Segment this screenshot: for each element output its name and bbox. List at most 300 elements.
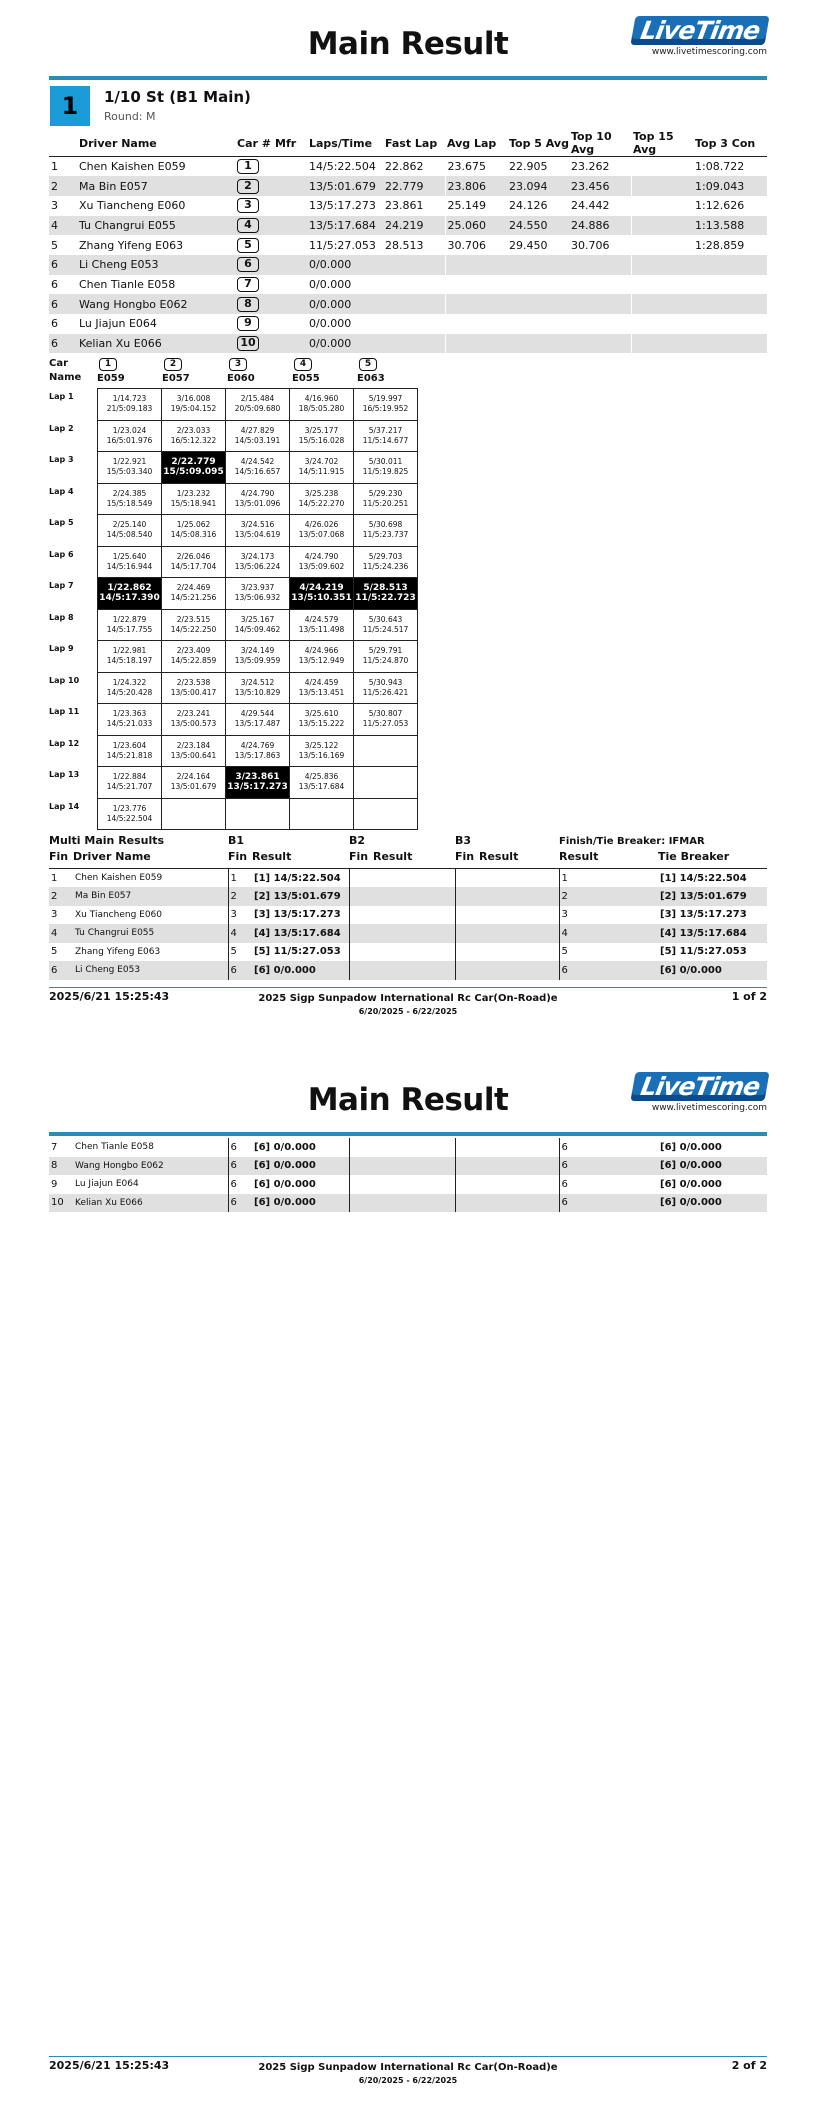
lap-label: Lap 5 [49,518,74,527]
tiebreaker-cell: [4] 13/5:17.684 [658,924,767,943]
result-cell: 6 [559,1194,658,1213]
pos-cell: 3 [51,199,58,213]
col-header: Mfr [273,130,307,157]
lap-cell [226,578,290,610]
lap-label: Lap 11 [49,707,80,716]
car-label: Car [49,358,69,369]
tiebreaker-cell: [5] 11/5:27.053 [660,946,747,958]
page-2 [0,1056,816,2112]
b3-cell [455,906,559,925]
result-col-header: Result [559,850,599,863]
b2-fin-header: Fin [349,850,369,863]
b1-result-cell: [6] 0/0.000 [254,1141,316,1153]
driver-cell: Wang Hongbo E062 [77,294,235,314]
pos-cell: 4 [49,216,77,236]
logo-url: www.livetimescoring.com [651,47,767,57]
fast-cell: 24.219 [383,216,445,236]
car-number-badge: 5 [359,358,377,371]
lap-cell [354,704,418,736]
b3-cell [455,1194,559,1213]
fast-cell [383,255,445,275]
lap-cell [162,546,226,578]
lap-cell [290,452,354,484]
multi-main-row [49,887,767,906]
lap-cell [290,420,354,452]
t10-cell: 23.262 [571,160,610,174]
lap-cumulative: 14/5:22.250 [170,624,217,634]
lap-car-header [162,358,226,384]
lap-car-header [357,358,421,384]
tiebreaker-cell: [3] 13/5:17.273 [660,909,747,921]
result-cell: 6 [559,1138,658,1157]
car-number-badge: 7 [237,277,259,292]
t3-cell: 1:08.722 [695,160,745,174]
lap-cell [162,672,226,704]
lap-cumulative: 14/5:21.707 [106,782,153,792]
car-cell [235,334,273,354]
lap-cell [98,546,162,578]
lap-cell [98,389,162,421]
col-header: Top 10 Avg [569,130,631,157]
car-cell [235,157,273,177]
tiebreaker-cell: [6] 0/0.000 [658,961,767,980]
lap-time: 2/24.385 [112,488,147,498]
lap-cumulative: 14/5:18.197 [106,656,153,666]
b2-cell [349,1157,455,1176]
b1-result-cell: [6] 0/0.000 [252,1194,349,1213]
col-header: Car # [235,130,273,157]
lap-cell [98,735,162,767]
t5-cell: 24.550 [507,216,569,236]
lap-row [98,452,418,484]
lap-time: 5/29.230 [368,488,403,498]
lap-time: 4/26.026 [304,520,339,530]
multi-main-row [49,869,767,888]
lap-cumulative: 13/5:15.222 [298,719,345,729]
lap-label: Lap 14 [49,801,80,811]
lap-label: Lap 2 [49,423,74,433]
lap-cell [226,389,290,421]
lap-cell [354,672,418,704]
name-label: Name [49,372,82,383]
footer-timestamp: 2025/6/21 15:25:43 [49,990,170,1003]
lap-cell [162,515,226,547]
results-table [49,130,767,353]
lap-car-header [292,358,356,384]
laps-cell: 13/5:17.273 [309,199,376,213]
driver-cell: Tu Changrui E055 [77,216,235,236]
lap-cell [226,420,290,452]
b3-cell [455,924,559,943]
t15-cell [631,157,693,177]
b3-cell [455,961,559,980]
lap-cell [290,798,354,830]
lap-row [98,389,418,421]
driver-cell: Wang Hongbo E062 [73,1157,228,1176]
lap-time: 2/23.184 [176,740,211,750]
lap-cumulative: 15/5:16.028 [298,435,345,445]
lap-time: 1/23.232 [176,488,211,498]
lap-cell [162,483,226,515]
lap-cell [290,767,354,799]
lap-cell [162,798,226,830]
multi-main-row [49,1157,767,1176]
logo-url: www.livetimescoring.com [651,1103,767,1113]
class-number-badge: 1 [50,86,90,126]
car-name: E060 [227,373,255,384]
lap-row [98,483,418,515]
b2-cell [349,906,455,925]
lap-time: 5/30.698 [368,520,403,530]
lap-time: 1/22.981 [112,646,147,656]
lap-time: 4/27.829 [240,425,275,435]
lap-time: 1/22.862 [107,583,152,594]
driver-cell: Kelian Xu E066 [77,334,235,354]
lap-cumulative: 15/5:03.340 [106,467,153,477]
tiebreaker-cell: [6] 0/0.000 [658,1194,767,1213]
fin-cell: 3 [51,909,58,921]
mfr-cell [273,255,307,275]
multi-main-row [49,906,767,925]
car-name: E063 [357,373,385,384]
driver-cell: Tu Changrui E055 [73,924,228,943]
pos-cell: 1 [51,160,58,174]
result-cell: 2 [559,887,658,906]
lap-cell [354,389,418,421]
car-number-badge: 10 [237,336,259,351]
multi-main-row [49,1175,767,1194]
table-row [49,255,767,275]
driver-cell: Xu Tiancheng E060 [79,199,186,213]
tiebreaker-title: Finish/Tie Breaker: IFMAR [559,836,705,847]
lap-cumulative: 14/5:17.704 [170,561,217,571]
laps-cell: 13/5:17.684 [307,216,383,236]
t10-cell [569,255,631,275]
fast-cell [383,334,445,354]
lap-cell [162,609,226,641]
lap-time: 4/24.769 [240,740,275,750]
car-number-badge: 1 [99,358,117,371]
lap-cumulative: 14/5:08.540 [106,530,153,540]
table-row [49,176,767,196]
mfr-cell [273,157,307,177]
lap-cumulative: 14/5:21.818 [106,750,153,760]
avg-cell: 25.060 [445,216,507,236]
lap-time: 5/29.703 [368,551,403,561]
lap-cell [162,578,226,610]
lap-cumulative: 16/5:01.976 [106,435,153,445]
lap-cell [226,704,290,736]
pos-cell: 2 [49,176,77,196]
multi-main-row [49,924,767,943]
lap-cell [98,420,162,452]
lap-cumulative: 13/5:00.641 [170,750,217,760]
t15-cell [631,334,693,354]
lap-cell [354,546,418,578]
lap-cumulative: 18/5:05.280 [298,404,345,414]
t3-cell [693,275,767,295]
car-number-badge: 1 [237,159,259,174]
tiebreaker-cell: [6] 0/0.000 [658,1157,767,1176]
lap-cumulative: 14/5:16.657 [234,467,281,477]
lap-cell [98,798,162,830]
lap-cell [354,767,418,799]
footer-timestamp: 2025/6/21 15:25:43 [49,2059,170,2072]
table-row [49,216,767,236]
mfr-cell [273,314,307,334]
car-number-badge: 2 [237,179,259,194]
lap-time: 4/24.542 [240,457,275,467]
fin-cell: 6 [49,961,73,980]
t5-cell: 22.905 [509,160,548,174]
t15-cell [631,275,693,295]
avg-cell [445,275,507,295]
page-header [49,14,767,78]
driver-cell: Xu Tiancheng E060 [75,909,163,920]
car-number-badge: 4 [294,358,312,371]
class-name: 1/10 St (B1 Main) [104,88,251,106]
lap-time: 3/25.167 [240,614,275,624]
lap-time: 3/24.173 [240,551,275,561]
b1-fin-cell: 1 [228,869,252,888]
lap-time: 4/29.544 [240,709,275,719]
lap-time: 3/24.149 [240,646,275,656]
driver-cell: Lu Jiajun E064 [75,1179,139,1190]
fast-cell [383,275,445,295]
lap-cell [226,767,290,799]
multi-main-row [49,943,767,962]
lap-time: 2/23.538 [176,677,211,687]
lap-cumulative: 13/5:17.863 [234,750,281,760]
b2-cell [349,869,455,888]
b1-fin-header: Fin [228,850,248,863]
lap-cumulative: 13/5:17.487 [234,719,281,729]
tiebreaker-cell: [2] 13/5:01.679 [658,887,767,906]
avg-cell [445,334,507,354]
table-row [49,235,767,255]
b3-result-header: Result [479,850,519,863]
class-round: Round: M [104,110,156,123]
lap-cumulative: 14/5:03.191 [234,435,281,445]
t5-cell: 24.126 [509,199,548,213]
car-cell [235,176,273,196]
page-header [49,1070,767,1134]
multi-main-row [49,961,767,980]
b1-result-cell: [6] 0/0.000 [252,1157,349,1176]
lap-cell [226,452,290,484]
fin-cell: 1 [51,872,58,884]
driver-cell: Ma Bin E057 [77,176,235,196]
tiebreaker-col-header: Tie Breaker [658,850,730,863]
lap-time: 5/37.217 [368,425,403,435]
lap-row [98,546,418,578]
t15-cell [631,196,693,216]
lap-cell [354,609,418,641]
t3-cell: 1:12.626 [695,199,745,213]
multi-main-header [49,834,767,866]
car-cell [235,314,273,334]
lap-cumulative: 15/5:18.549 [106,498,153,508]
lap-time: 5/28.513 [363,583,408,594]
lap-cumulative: 15/5:09.095 [163,467,224,478]
col-header: Avg Lap [445,130,507,157]
lap-time: 1/23.363 [112,709,147,719]
logo-mark: LiveTime [630,1072,770,1101]
b2-cell [349,1194,455,1213]
lap-cumulative: 13/5:00.573 [170,719,217,729]
mfr-cell [273,334,307,354]
lap-cumulative: 13/5:16.169 [298,750,345,760]
fin-cell: 10 [49,1194,73,1213]
lap-cell [98,578,162,610]
avg-cell: 25.149 [445,196,507,216]
lap-time: 4/24.790 [240,488,275,498]
lap-cumulative: 13/5:00.417 [170,687,217,697]
lap-time: 1/23.604 [112,740,147,750]
lap-cell [354,735,418,767]
footer-rule [49,987,767,988]
footer-rule [49,2056,767,2057]
lap-cumulative: 11/5:22.723 [355,593,416,604]
b2-cell [349,924,455,943]
lap-label: Lap 7 [49,581,74,590]
footer-dates: 6/20/2025 - 6/22/2025 [358,2076,458,2085]
lap-cell [226,641,290,673]
lap-row [98,420,418,452]
page-footer [49,990,767,1020]
lap-cell [162,735,226,767]
mfr-cell [273,294,307,314]
lap-cell [162,704,226,736]
b3-cell [455,943,559,962]
page-title: Main Result [307,1082,509,1118]
driver-cell: Lu Jiajun E064 [79,317,157,331]
lap-cell [98,515,162,547]
table-row [49,334,767,354]
lap-time: 5/19.997 [368,394,403,404]
lap-cumulative: 13/5:13.451 [298,687,345,697]
lap-cumulative: 13/5:17.684 [298,782,345,792]
lap-cell [98,704,162,736]
lap-cell [226,483,290,515]
b2-cell [349,887,455,906]
lap-row [98,515,418,547]
lap-cumulative: 14/5:22.504 [106,813,153,823]
t3-cell: 1:13.588 [693,216,767,236]
t10-cell [569,275,631,295]
page-footer [49,2059,767,2089]
b1-fin-cell: 6 [228,1138,252,1157]
lap-time: 5/30.943 [368,677,403,687]
b1-result-cell: [3] 13/5:17.273 [254,909,341,921]
pos-cell: 6 [51,277,58,291]
result-cell: 6 [559,961,658,980]
laps-cell: 14/5:22.504 [309,160,376,174]
lap-cumulative: 13/5:10.351 [291,593,352,604]
table-row [49,275,767,295]
lap-cumulative: 13/5:07.068 [298,530,345,540]
lap-cell [162,641,226,673]
lap-time: 2/24.164 [176,772,211,782]
lap-cumulative: 11/5:24.517 [362,624,409,634]
car-number-badge: 3 [229,358,247,371]
lap-cumulative: 15/5:18.941 [170,498,217,508]
fin-cell: 8 [49,1157,73,1176]
lap-cumulative: 13/5:06.932 [234,593,281,603]
driver-cell: Zhang Yifeng E063 [75,946,161,957]
car-cell [235,275,273,295]
t3-cell [693,255,767,275]
col-header: Top 3 Con [693,130,767,157]
lap-cumulative: 21/5:09.183 [106,404,153,414]
lap-cell [162,767,226,799]
lap-cumulative: 11/5:24.236 [362,561,409,571]
multi-main-table [49,868,767,980]
lap-time: 2/23.409 [176,646,211,656]
b3-cell [455,1157,559,1176]
lap-cell [290,483,354,515]
lap-cell [98,483,162,515]
table-row [49,157,767,177]
lap-time: 2/15.484 [240,394,275,404]
fast-cell: 23.861 [385,199,424,213]
t10-cell [569,334,631,354]
lap-cell [162,452,226,484]
lap-cell [98,452,162,484]
lap-cumulative: 13/5:11.498 [298,624,345,634]
tiebreaker-cell: [6] 0/0.000 [660,1178,722,1190]
lap-time: 1/23.024 [112,425,147,435]
lap-cumulative: 13/5:17.273 [227,782,288,793]
b1-fin-cell: 6 [228,1175,252,1194]
driver-col-header: Driver Name [73,850,151,863]
b1-fin-cell: 6 [228,961,252,980]
t10-cell: 23.456 [569,176,631,196]
header-rule [49,76,767,80]
lap-cumulative: 11/5:24.870 [362,656,409,666]
lap-cumulative: 14/5:16.944 [106,561,153,571]
b3-cell [455,869,559,888]
lap-cell [354,452,418,484]
driver-cell: Kelian Xu E066 [73,1194,228,1213]
b2-result-header: Result [373,850,413,863]
mfr-cell [273,196,307,216]
lap-time: 4/24.966 [304,646,339,656]
t15-cell [631,216,693,236]
b1-result-cell: [4] 13/5:17.684 [252,924,349,943]
b1-fin-cell: 6 [228,1157,252,1176]
b1-fin-cell: 2 [228,887,252,906]
lap-time: 1/24.322 [112,677,147,687]
lap-time: 3/24.516 [240,520,275,530]
lap-cell [226,609,290,641]
lap-cumulative: 14/5:09.462 [234,624,281,634]
footer-dates: 6/20/2025 - 6/22/2025 [358,1007,458,1016]
header-rule [49,1132,767,1136]
lap-row [98,798,418,830]
b1-fin-cell: 6 [228,1194,252,1213]
fin-cell: 2 [49,887,73,906]
mfr-cell [273,176,307,196]
lap-time: 3/25.122 [304,740,339,750]
b1-result-cell: [6] 0/0.000 [252,961,349,980]
b3-fin-header: Fin [455,850,475,863]
lap-time: 5/30.807 [368,709,403,719]
lap-time: 3/23.861 [235,772,280,783]
avg-cell: 23.806 [445,176,507,196]
tiebreaker-cell: [1] 14/5:22.504 [660,872,747,884]
lap-time: 1/23.776 [112,803,147,813]
